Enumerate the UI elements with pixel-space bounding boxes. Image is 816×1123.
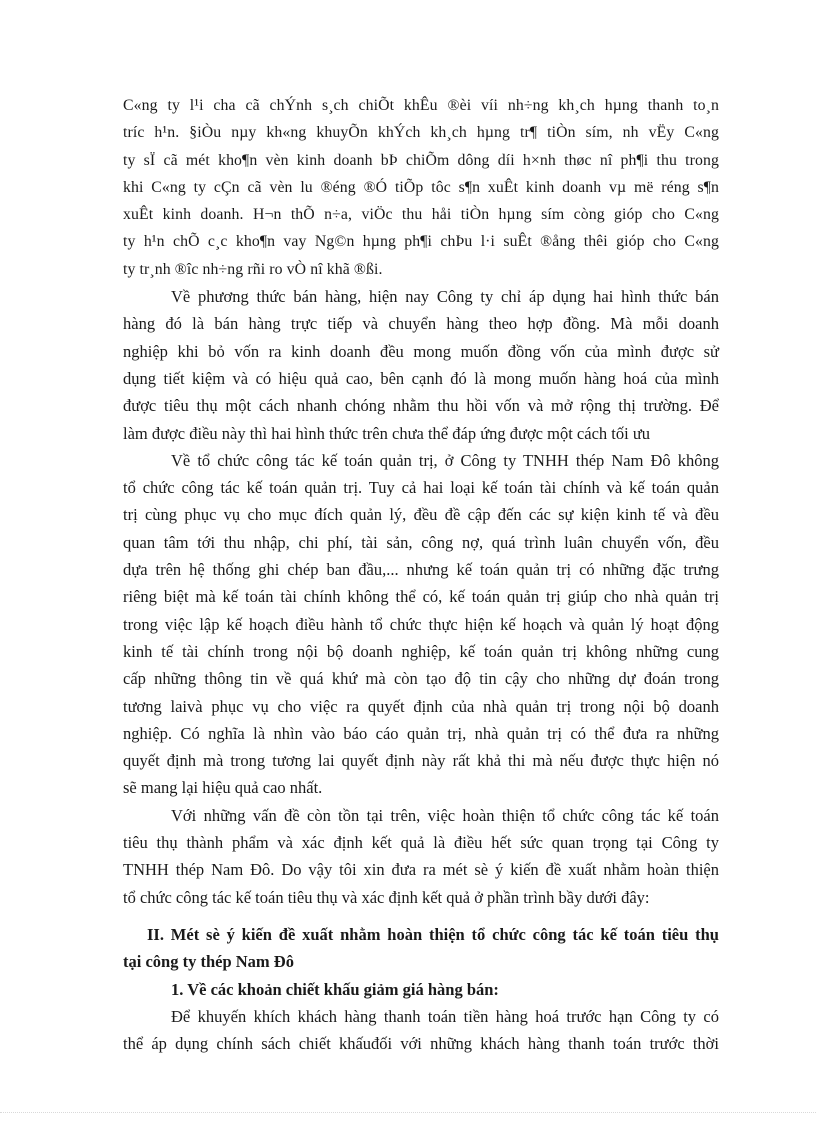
text-line: nghiệp khi bỏ vốn ra kinh doanh đều mong muốn đồng vốn của mình được sử [123,341,719,361]
text-line-content: Để khuyến khích khách hàng thanh toán tiền hàng hoá trước hạn Công ty có [171,1006,719,1026]
text-line: sẽ mang lại hiệu quả cao nhất. [123,778,323,798]
subsection-heading: 1. Về các khoản chiết khấu giảm giá hàng bán: [171,979,499,999]
text-line [123,447,719,474]
text-line: riêng biệt mà kế toán tài chính không thể có, kế toán quản trị giúp cho nhà quản trị [123,587,719,607]
text-line: cấp những thông tin về quá khứ mà còn tạo độ tin cậy cho những dự đoán trong [123,669,719,689]
paragraph-management-accounting [123,447,719,802]
document-page [123,92,719,1057]
text-line: tríc h¹n. §iÒu nµy kh«ng khuyÕn khÝch kh¸ch hµng tr¶ tiÒn sím, nh vËy C«ng [123,124,719,142]
text-line: TNHH thép Nam Đô. Do vậy tôi xin đưa ra mét sè ý kiến đề xuất nhằm hoàn thiện [123,860,719,880]
text-line-content: Về phương thức bán hàng, hiện nay Công ty chỉ áp dụng hai hình thức bán [171,287,719,307]
text-line: thể áp dụng chính sách chiết khấuđối với những khách hàng thanh toán trước thời [123,1034,719,1054]
text-line: kinh tế tài chính trong nội bộ doanh nghiệp, kế toán quản trị không những cung [123,641,719,661]
text-line: trong việc lập kế hoạch điều hành tổ chức thực hiện kế hoạch và quản lý hoạt động [123,614,719,634]
paragraph-sales-methods [123,283,719,447]
text-line: hàng đó là bán hàng trực tiếp và chuyển hàng theo hợp đồng. Mà mỗi doanh [123,314,719,334]
text-line: tiêu thụ thành phẩm và xác định kết quả là điều hết sức quan trọng tại Công ty [123,833,719,853]
text-line: quyết định mà trong tương lai quyết định này rất khả thi mà nếu được thực hiện nó [123,751,719,771]
section-heading [123,921,719,976]
text-line [123,283,719,310]
text-line [123,1003,719,1030]
text-line: dụng tiết kiệm và có hiệu quả cao, bên cạnh đó là mong muốn hàng hoá của mình [123,368,719,388]
paragraph-discount-proposal [123,1003,719,1058]
text-line: C«ng ty l¹i cha cã chÝnh s¸ch chiÕt khÊu ®èi víi nh÷ng kh¸ch hµng thanh to¸n [123,97,719,114]
text-line: ty tr¸nh ®îc nh÷ng rñi ro vÒ nî khã ®ßi. [123,260,383,278]
text-line: tổ chức công tác kế toán quản trị. Tuy cả hai loại kế toán tài chính và kế toán quản [123,478,719,498]
paragraph-discount-policy [123,92,719,283]
section-heading-line: tại công ty thép Nam Đô [123,952,294,972]
section-heading-line: II. Mét sè ý kiến đề xuất nhằm hoàn thiện tổ chức công tác kế toán tiêu thụ [147,924,719,944]
text-line: làm được điều này thì hai hình thức trên chưa thể đáp ứng được một cách tối ưu [123,423,651,443]
text-line: quan tâm tới thu nhập, chi phí, tài sản, công nợ, quá trình luân chuyển vốn, đều [123,532,719,552]
text-line: tổ chức công tác kế toán tiêu thụ và xác định kết quả ở phần trình bầy dưới đây: [123,887,650,907]
text-line: ty sÏ cã mét kho¶n vèn kinh doanh bÞ chiÕm dông díi h×nh thøc nî ph¶i thu trong [123,151,719,169]
text-line: dựa trên hệ thống ghi chép ban đầu,... nhưng kế toán quản trị có những đặc trưng [123,560,719,580]
text-line: nghiệp. Có nghĩa là nhìn vào báo cáo quản trị, nhà quản trị có thể đưa ra những [123,723,719,743]
text-line: tương laivà phục vụ cho việc ra quyết định của nhà quản trị trong nội bộ doanh [123,696,719,716]
text-line: xuÊt kinh doanh. H¬n thÕ n÷a, viÖc thu håi tiÒn hµng sím còng gióp cho C«ng [123,206,719,224]
text-line: ty h¹n chÕ c¸c kho¶n vay Ng©n hµng ph¶i chÞu l·i suÊt ®ång thêi gióp cho C«ng [123,233,719,251]
text-line-content: Với những vấn đề còn tồn tại trên, việc hoàn thiện tổ chức công tác kế toán [171,805,719,825]
text-line: trị cùng phục vụ cho mục đích quản lý, đều đề cập đến các sự kiện kinh tế và đều [123,505,719,525]
text-line-content: Về tổ chức công tác kế toán quản trị, ở Công ty TNHH thép Nam Đô không [171,450,719,470]
paragraph-conclusion [123,802,719,911]
page-bottom-rule [0,1112,816,1113]
text-line: được tiêu thụ một cách nhanh chóng nhằm thu hồi vốn và mở rộng thị trường. Để [123,396,719,416]
text-line: khi C«ng ty cÇn cã vèn lu ®éng ®Ó tiÕp tôc s¶n xuÊt kinh doanh vµ më réng s¶n [123,178,719,196]
text-line [123,802,719,829]
